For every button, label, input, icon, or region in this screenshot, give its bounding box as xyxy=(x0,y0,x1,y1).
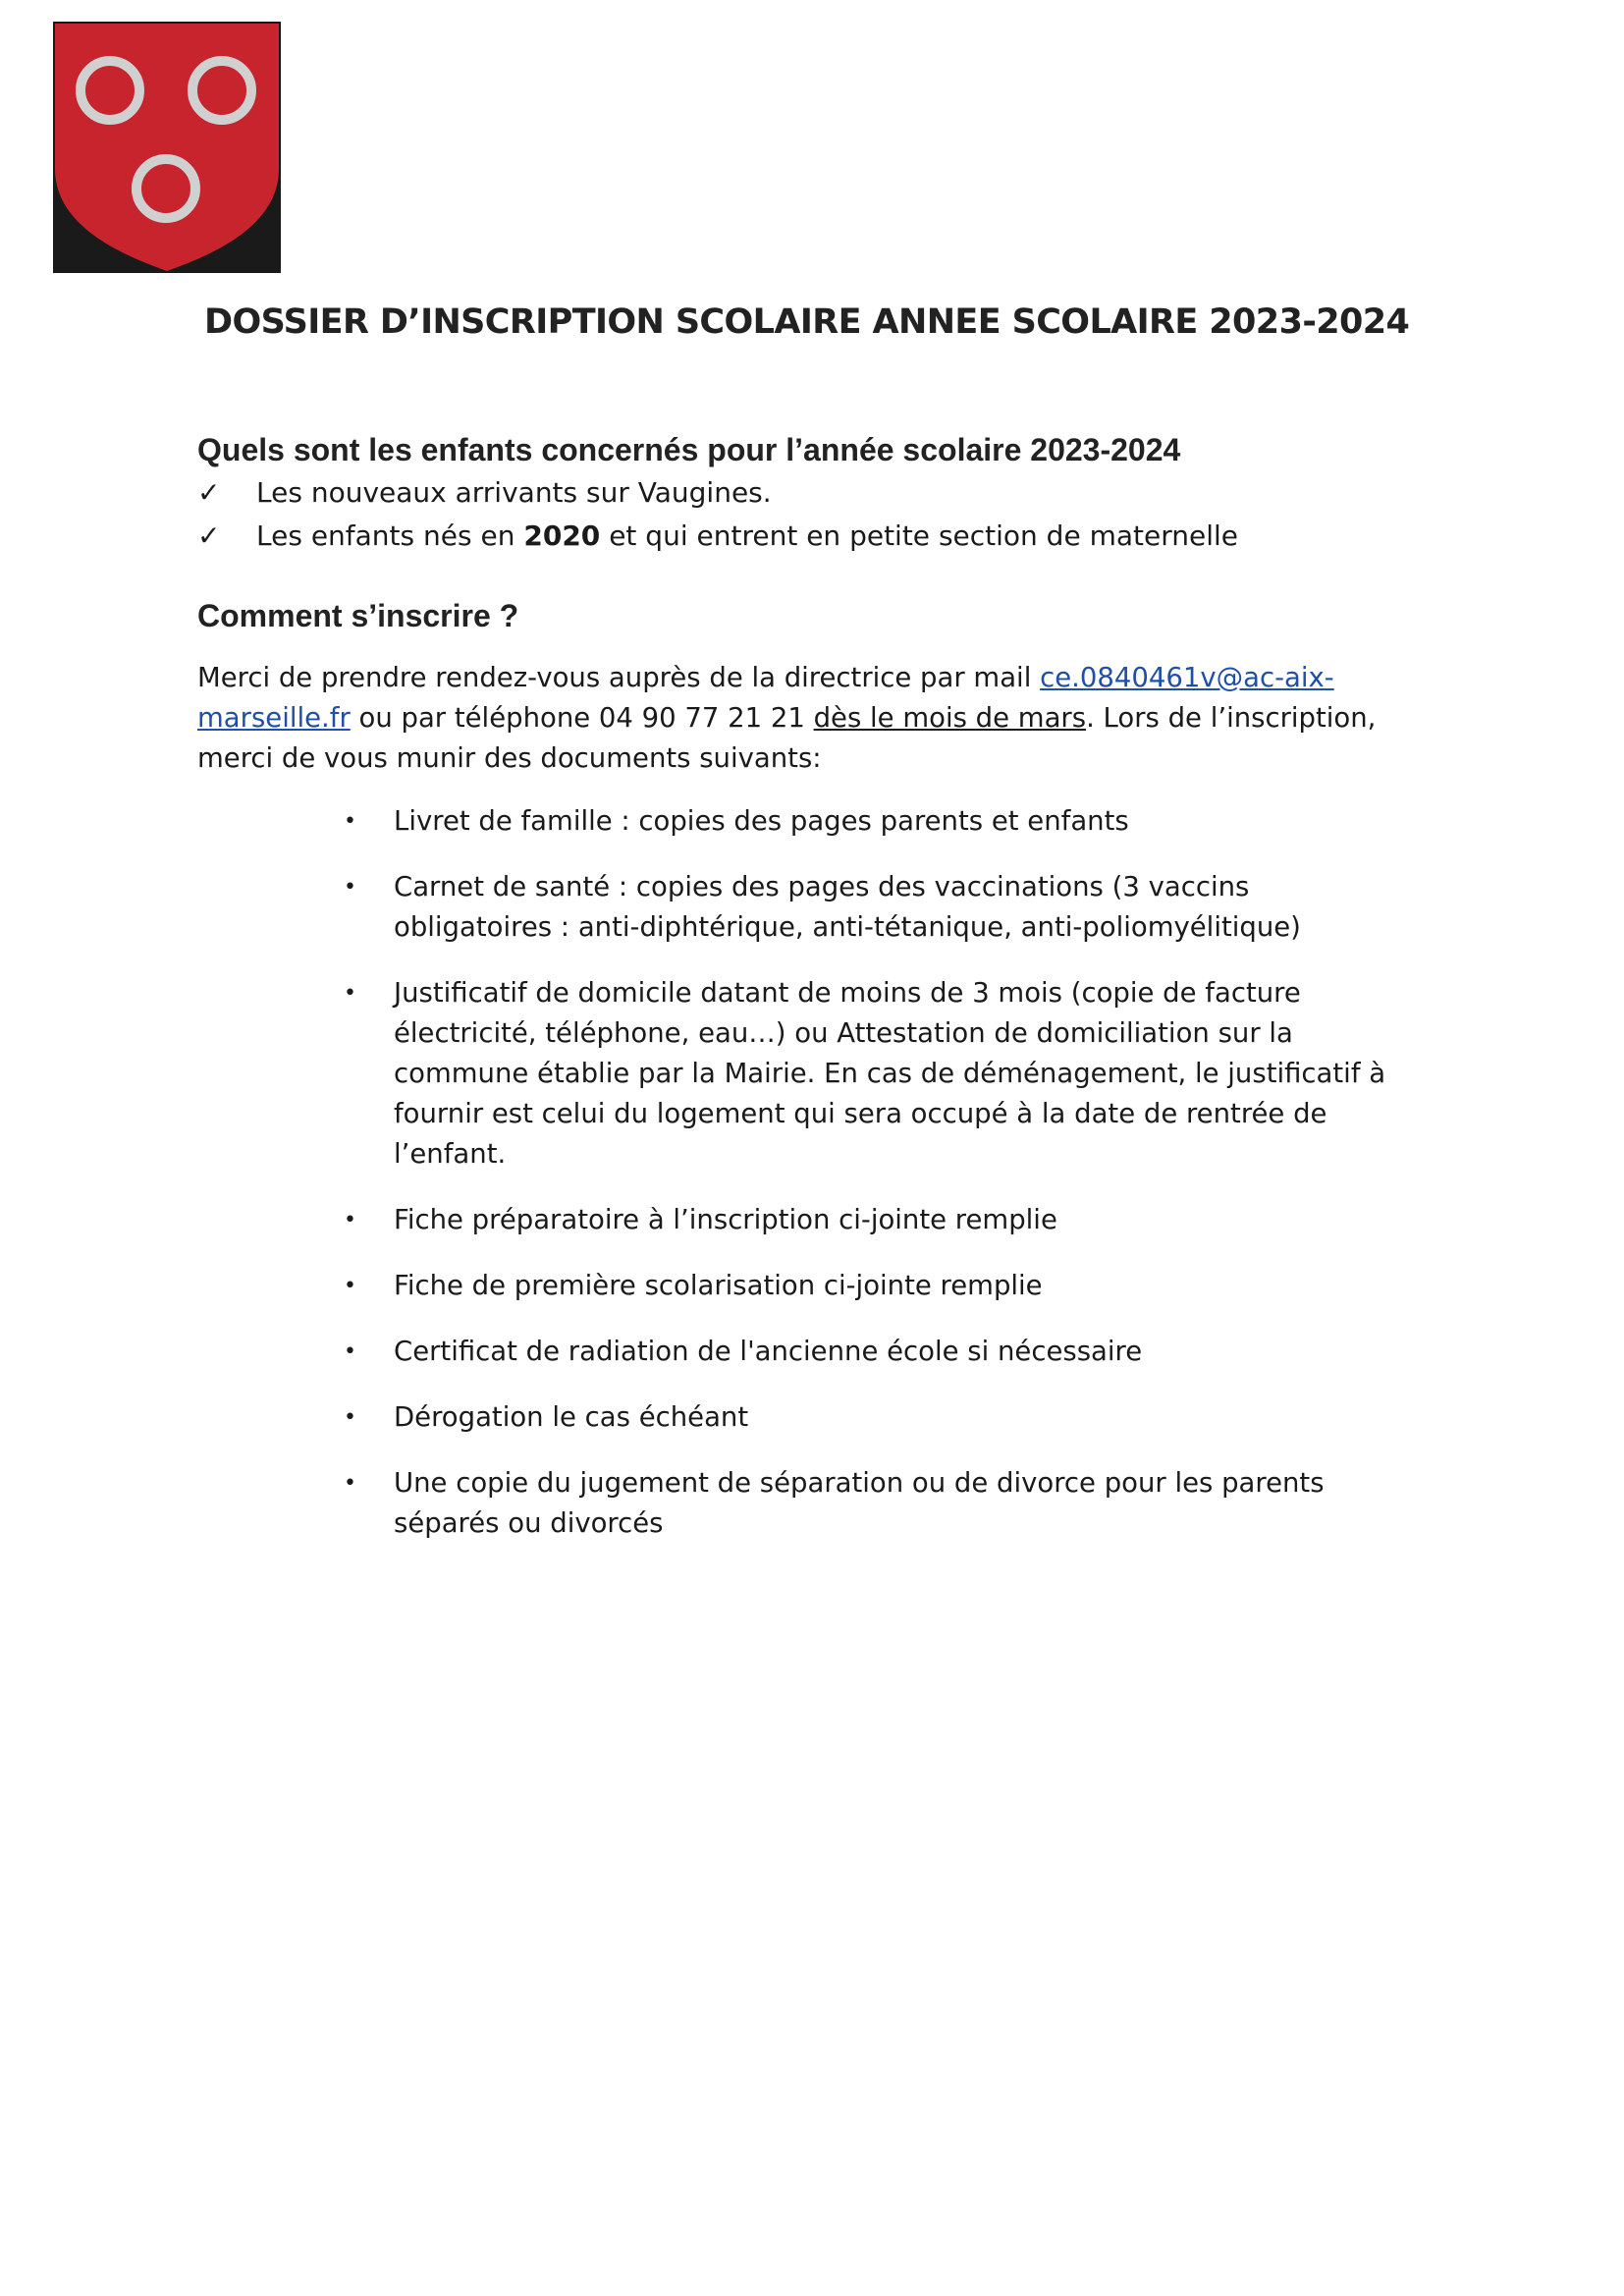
checklist-item-text: Les enfants nés en 2020 et qui entrent en petite section de maternelle xyxy=(256,519,1238,552)
email-link[interactable]: ce.0840461v@ac-aix-marseille.fr xyxy=(197,662,1334,734)
documents-list xyxy=(344,801,1394,1569)
checkmark-icon: ✓ xyxy=(197,476,221,509)
section-heading-register: Comment s’inscrire ? xyxy=(197,598,519,633)
birth-year: 2020 xyxy=(523,519,601,552)
document-item: • Une copie du jugement de séparation ou de divorce pour les parents séparés ou divorcés xyxy=(344,1463,1394,1544)
bullet-icon: • xyxy=(344,809,356,834)
bullet-icon: • xyxy=(344,1471,356,1496)
bullet-icon: • xyxy=(344,981,356,1006)
document-item: • Livret de famille : copies des pages parents et enfants xyxy=(344,801,1394,842)
coat-of-arms-logo xyxy=(53,22,281,273)
date-emphasis: dès le mois de mars xyxy=(813,702,1087,734)
checklist-item-text: Les nouveaux arrivants sur Vaugines. xyxy=(256,476,772,509)
bullet-icon: • xyxy=(344,1405,356,1430)
document-title: DOSSIER D’INSCRIPTION SCOLAIRE ANNEE SCOLAIRE 2023-2024 xyxy=(204,302,1410,342)
document-item: • Fiche de première scolarisation ci-jointe remplie xyxy=(344,1266,1394,1306)
bullet-icon: • xyxy=(344,1274,356,1298)
document-item: • Fiche préparatoire à l’inscription ci-jointe remplie xyxy=(344,1200,1394,1240)
document-item: • Justificatif de domicile datant de moins de 3 mois (copie de facture électricité, téléphone, eau…) ou Attestation de domiciliation sur la commune établie par la Mairie. En cas de déménagement, le justificatif à fournir est celui du logement qui sera occupé à la date de rentrée de l’enfant. xyxy=(344,973,1394,1175)
document-item: • Dérogation le cas échéant xyxy=(344,1397,1394,1438)
bullet-icon: • xyxy=(344,1339,356,1364)
registration-intro: Merci de prendre rendez-vous auprès de la directrice par mail ce.0840461v@ac-aix-marseille.fr ou par téléphone 04 90 77 21 21 dès le mois de mars. Lors de l’inscription, merci de vous munir des documents suivants: xyxy=(197,662,1377,774)
bullet-icon: • xyxy=(344,875,356,900)
document-item: • Certificat de radiation de l'ancienne école si nécessaire xyxy=(344,1332,1394,1372)
bullet-icon: • xyxy=(344,1208,356,1232)
section-heading-children: Quels sont les enfants concernés pour l’année scolaire 2023-2024 xyxy=(197,432,1181,467)
checkmark-icon: ✓ xyxy=(197,519,221,552)
document-item: • Carnet de santé : copies des pages des vaccinations (3 vaccins obligatoires : anti-diphtérique, anti-tétanique, anti-poliomyélitique) xyxy=(344,867,1394,948)
